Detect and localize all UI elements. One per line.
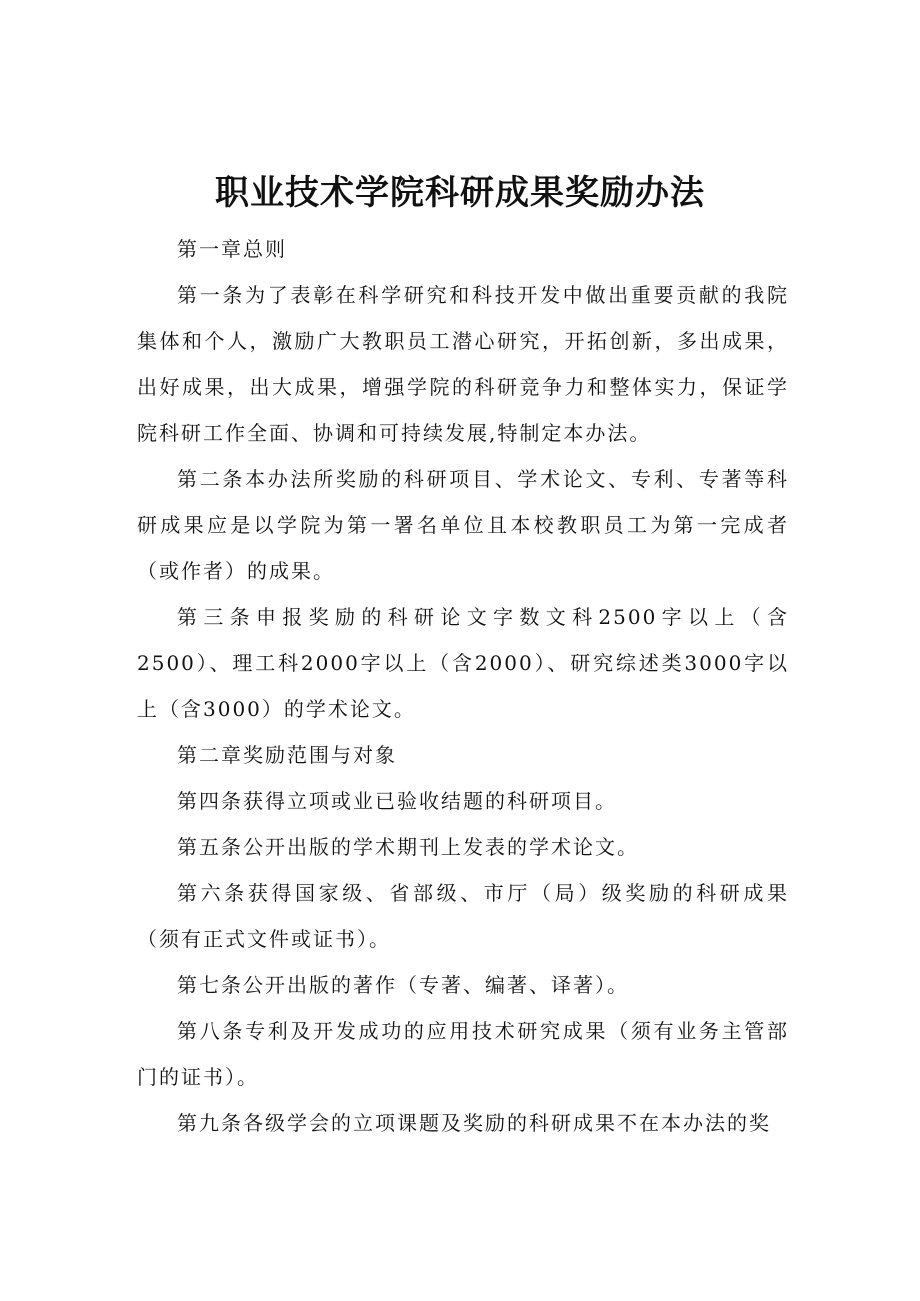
article-paragraph: 第七条公开出版的著作（专著、编著、译著）。 [177, 973, 629, 997]
article-paragraph: 第六条获得国家级、省部级、市厅（局）级奖励的科研成果（须有正式文件或证书）。 [137, 881, 789, 951]
article-paragraph: 第九条各级学会的立项课题及奖励的科研成果不在本办法的奖 [177, 1111, 771, 1135]
document-title: 职业技术学院科研成果奖励办法 [215, 172, 705, 213]
article-paragraph: 第四条获得立项或业已验收结题的科研项目。 [177, 789, 617, 813]
article-paragraph: 第三条申报奖励的科研论文字数文科2500字以上（含2500）、理工科2000字以上（含2000）、研究综述类3000字以上（含3000）的学术论文。 [137, 605, 789, 721]
document-body [137, 226, 789, 1146]
chapter-heading: 第一章总则 [177, 237, 287, 261]
article-paragraph: 第八条专利及开发成功的应用技术研究成果（须有业务主管部门的证书）。 [137, 1019, 789, 1089]
chapter-heading: 第二章奖励范围与对象 [177, 743, 397, 767]
article-paragraph: 第一条为了表彰在科学研究和科技开发中做出重要贡献的我院集体和个人，激励广大教职员工潜心研究，开拓创新，多出成果，出好成果，出大成果，增强学院的科研竞争力和整体实力，保证学院科研工作全面、协调和可持续发展,特制定本办法。 [137, 283, 789, 445]
article-paragraph: 第二条本办法所奖励的科研项目、学术论文、专利、专著等科研成果应是以学院为第一署名单位且本校教职员工为第一完成者（或作者）的成果。 [137, 467, 789, 583]
article-paragraph: 第五条公开出版的学术期刊上发表的学术论文。 [177, 835, 639, 859]
